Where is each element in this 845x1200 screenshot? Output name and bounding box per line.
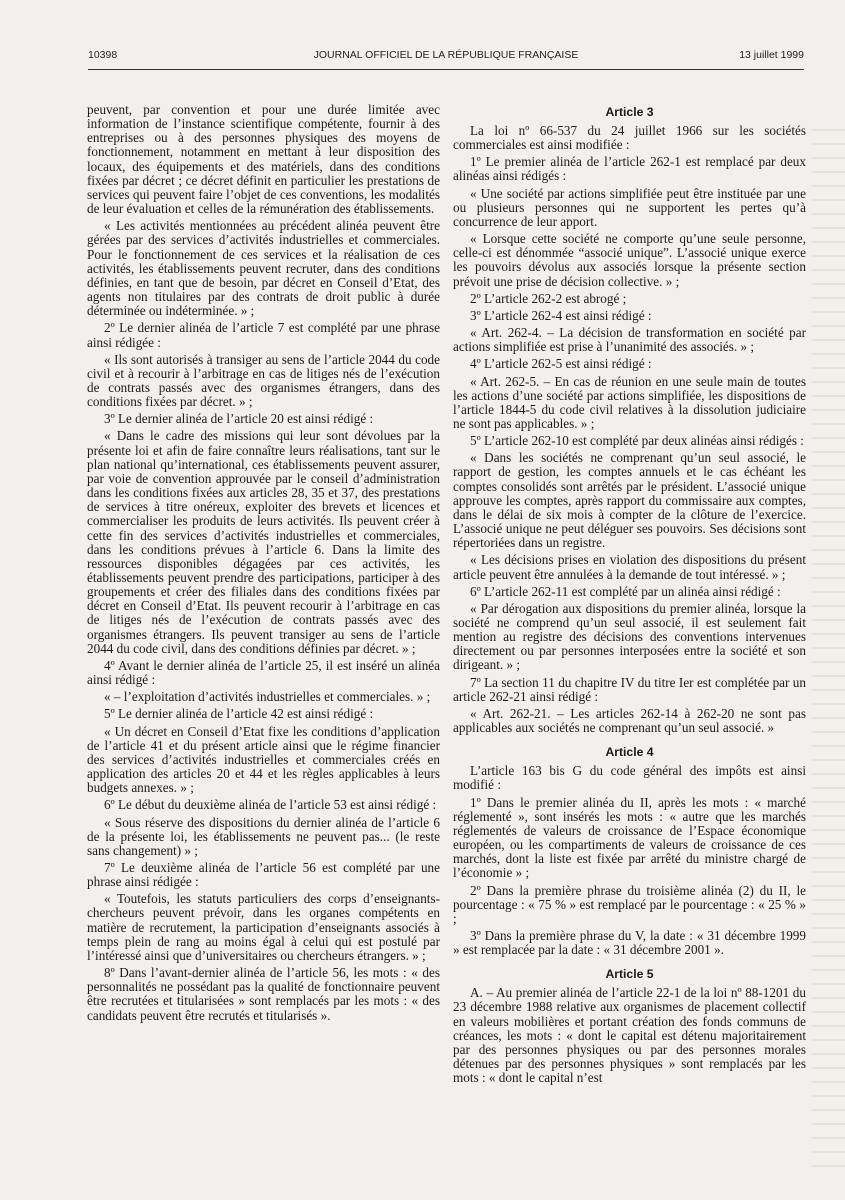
paragraph: 5º L’article 262-10 est complété par deux alinéas ainsi rédigés : (470, 433, 804, 449)
issue-date: 13 juillet 1999 (739, 49, 804, 61)
paragraph: « Un décret en Conseil d’Etat fixe les conditions d’application de l’article 41 et du présent article ainsi que le régime financier des services d’activités industrielles et commerciales créés en application des articles 20 et 44 et les règles applicables à leurs budgets annexes. » ; (87, 723, 440, 796)
right-column (453, 103, 806, 1088)
paragraph: 7º Le deuxième alinéa de l’article 56 est complété par une phrase ainsi rédigée : (87, 859, 440, 890)
paragraph: « Les décisions prises en violation des dispositions du présent article peuvent être annulées à la demande de tout intéressé. » ; (453, 552, 806, 582)
bleed-through-text (812, 120, 845, 1170)
paragraph: « Art. 262-21. – Les articles 262-14 à 262-20 ne sont pas applicables aux sociétés ne comprenant qu’un seul associé. » (453, 705, 806, 736)
paragraph: 4º L’article 262-5 est ainsi rédigé : (470, 356, 652, 372)
paragraph: « – l’exploitation d’activités industrielles et commerciales. » ; (104, 689, 431, 705)
paragraph: 3º L’article 262-4 est ainsi rédigé : (470, 307, 652, 323)
paragraph: « Dans les sociétés ne comprenant qu’un seul associé, le rapport de gestion, les comptes annuels et le cas échéant les comptes consolidés sont arrêtés par le président. L’associé unique approuve les comptes, après rapport du commissaire aux comptes, dans le délai de six mois à compter de la clôture de l’exercice. L’associé unique ne peut déléguer ses pouvoirs. Ses décisions sont répertoriées dans un registre. (453, 450, 806, 551)
article-4-heading: Article 4 (605, 745, 654, 760)
paragraph: 6º Le début du deuxième alinéa de l’article 53 est ainsi rédigé : (104, 797, 437, 813)
journal-title: JOURNAL OFFICIEL DE LA RÉPUBLIQUE FRANÇAISE (313, 49, 579, 61)
header-rule (88, 69, 804, 70)
paragraph: La loi nº 66-537 du 24 juillet 1966 sur les sociétés commerciales est ainsi modifiée : (453, 123, 806, 153)
page-number: 10398 (88, 49, 118, 61)
paragraph: 4º Avant le dernier alinéa de l’article 25, il est inséré un alinéa ainsi rédigé : (87, 657, 440, 688)
paragraph: « Une société par actions simplifiée peut être instituée par une ou plusieurs personnes qui ne supportent les pertes qu’à concurrence de leur apport. (453, 185, 806, 229)
paragraph: 1º Le premier alinéa de l’article 262-1 est remplacé par deux alinéas ainsi rédigés : (453, 154, 806, 184)
paragraph: L’article 163 bis G du code général des impôts est ainsi modifié : (453, 763, 806, 793)
paragraph: 7º La section 11 du chapitre IV du titre Ier est complétée par un article 262-21 ainsi rédigé : (453, 674, 806, 704)
paragraph: « Toutefois, les statuts particuliers des corps d’enseignants-chercheurs peuvent prévoir, dans les organes compétents en matière de recrutement, la participation d’enseignants associés à temps plein de rang au moins égal à celui qui est postulé par l’intéressé ainsi que d’universitaires ou chercheurs étrangers. » ; (87, 891, 440, 963)
paragraph: 2º Le dernier alinéa de l’article 7 est complété par une phrase ainsi rédigée : (87, 320, 440, 350)
paragraph: « Art. 262-5. – En cas de réunion en une seule main de toutes les actions d’une société par actions simplifiée, les dispositions de l’article 1844-5 du code civil relatives à la dissolution judiciaire ne sont pas applicables. » ; (453, 373, 806, 431)
article-3-heading: Article 3 (605, 105, 654, 119)
page-header (88, 49, 804, 65)
paragraph: 3º Le dernier alinéa de l’article 20 est ainsi rédigé : (104, 411, 374, 427)
paragraph: 2º Dans la première phrase du troisième alinéa (2) du II, le pourcentage : « 75 % » est remplacé par le pourcentage : « 25 % » ; (453, 882, 806, 926)
paragraph: 6º L’article 262-11 est complété par un alinéa ainsi rédigé : (470, 583, 781, 599)
paragraph: « Les activités mentionnées au précédent alinéa peuvent être gérées par des services d’activités industrielles et commerciales. Pour le fonctionnement de ces services et la réalisation de ces activités, les établissements peuvent recruter, dans des conditions définies, en tant que de besoin, par décret en Conseil d’Etat, des agents non titulaires par des contrats de droit public à durée déterminée ou indéterminée. » ; (87, 218, 440, 319)
article-5-heading: Article 5 (605, 967, 654, 982)
paragraph: « Ils sont autorisés à transiger au sens de l’article 2044 du code civil et à recourir à l’arbitrage en cas de litiges nés de l’exécution de contrats passés avec des organismes étrangers, dans des conditions fixées par décret. » ; (87, 351, 440, 410)
paragraph: « Art. 262-4. – La décision de transformation en société par actions simplifiée est prise à l’unanimité des associés. » ; (453, 325, 806, 355)
paragraph: 1º Dans le premier alinéa du II, après les mots : « marché réglementé », sont insérés les mots : « autre que les marchés réglementés de valeurs de croissance de l’Espace économique européen, ou les compartiments de valeurs de croissance de ces marchés, dont la liste est fixée par arrêté du ministre chargé de l’économie » ; (453, 794, 806, 881)
paragraph: « Par dérogation aux dispositions du premier alinéa, lorsque la société ne comprend qu’un seul associé, il est seulement fait mention au registre des décisions des conventions intervenues directement ou par personnes interposées entre la société et son dirigeant. » ; (453, 600, 806, 673)
paragraph: 8º Dans l’avant-dernier alinéa de l’article 56, les mots : « des personnalités ne possédant pas la qualité de fonctionnaire peuvent être recrutées et titularisées » sont remplacés par les mots : « des candidats peuvent être recrutés et titularisés ». (87, 965, 440, 1023)
paragraph: 2º L’article 262-2 est abrogé ; (470, 290, 627, 306)
paragraph: 3º Dans la première phrase du V, la date : « 31 décembre 1999 » est remplacée par la date : « 31 décembre 2001 ». (453, 927, 806, 958)
paragraph: « Lorsque cette société ne comporte qu’une seule personne, celle-ci est dénommée “associé unique”. L’associé unique exerce les pouvoirs dévolus aux associés lorsque la présente section prévoit une prise de décision collective. » ; (453, 231, 806, 289)
paragraph: peuvent, par convention et pour une durée limitée avec information de l’instance scientifique compétente, fournir à des entreprises ou à des personnes physiques des moyens de fonctionnement, notamment en mettant à leur disposition des locaux, des équipements et des matériels, dans des conditions fixées par décret ; ce décret définit en particulier les prestations de services qui peuvent faire l’objet de ces conventions, les modalités de leur évaluation et celles de la rémunération des établissements. (87, 102, 440, 217)
paragraph: « Sous réserve des dispositions du dernier alinéa de l’article 6 de la présente loi, les établissements ne peuvent pas... (le reste sans changement) » ; (87, 814, 440, 858)
paragraph: 5º Le dernier alinéa de l’article 42 est ainsi rédigé : (104, 706, 374, 722)
paragraph: A. – Au premier alinéa de l’article 22-1 de la loi nº 88-1201 du 23 décembre 1988 relative aux organismes de placement collectif en valeurs mobilières et portant création des fonds communs de créances, les mots : « dont le capital est détenu majoritairement par des personnes physiques ou par des personnes morales détenues par des personnes physiques » sont remplacés par les mots : « dont le capital n’est (453, 985, 806, 1086)
paragraph: « Dans le cadre des missions qui leur sont dévolues par la présente loi et afin de faire connaître leurs réalisations, tant sur le plan national qu’international, ces établissements peuvent assurer, par voie de convention approuvée par le conseil d’administration dans les conditions fixées aux articles 28, 35 et 37, des prestations de services à titre onéreux, exploiter des brevets et licences et commercialiser les produits de leurs activités. Ils peuvent créer à cette fin des services d’activités industrielles et commerciales, dans les conditions prévues à l’article 6. Dans la limite des ressources disponibles dégagées par ces activités, les établissements peuvent prendre des participations, participer à des groupements et créer des filiales dans des conditions fixées par décret en Conseil d’Etat. Ils peuvent recourir à l’arbitrage en cas de litiges nés de l’exécution de contrats passés avec des organismes étrangers. Ils peuvent transiger au sens de l’article 2044 du code civil, dans des conditions définies par décret. » ; (87, 428, 440, 656)
left-column (87, 103, 440, 1026)
